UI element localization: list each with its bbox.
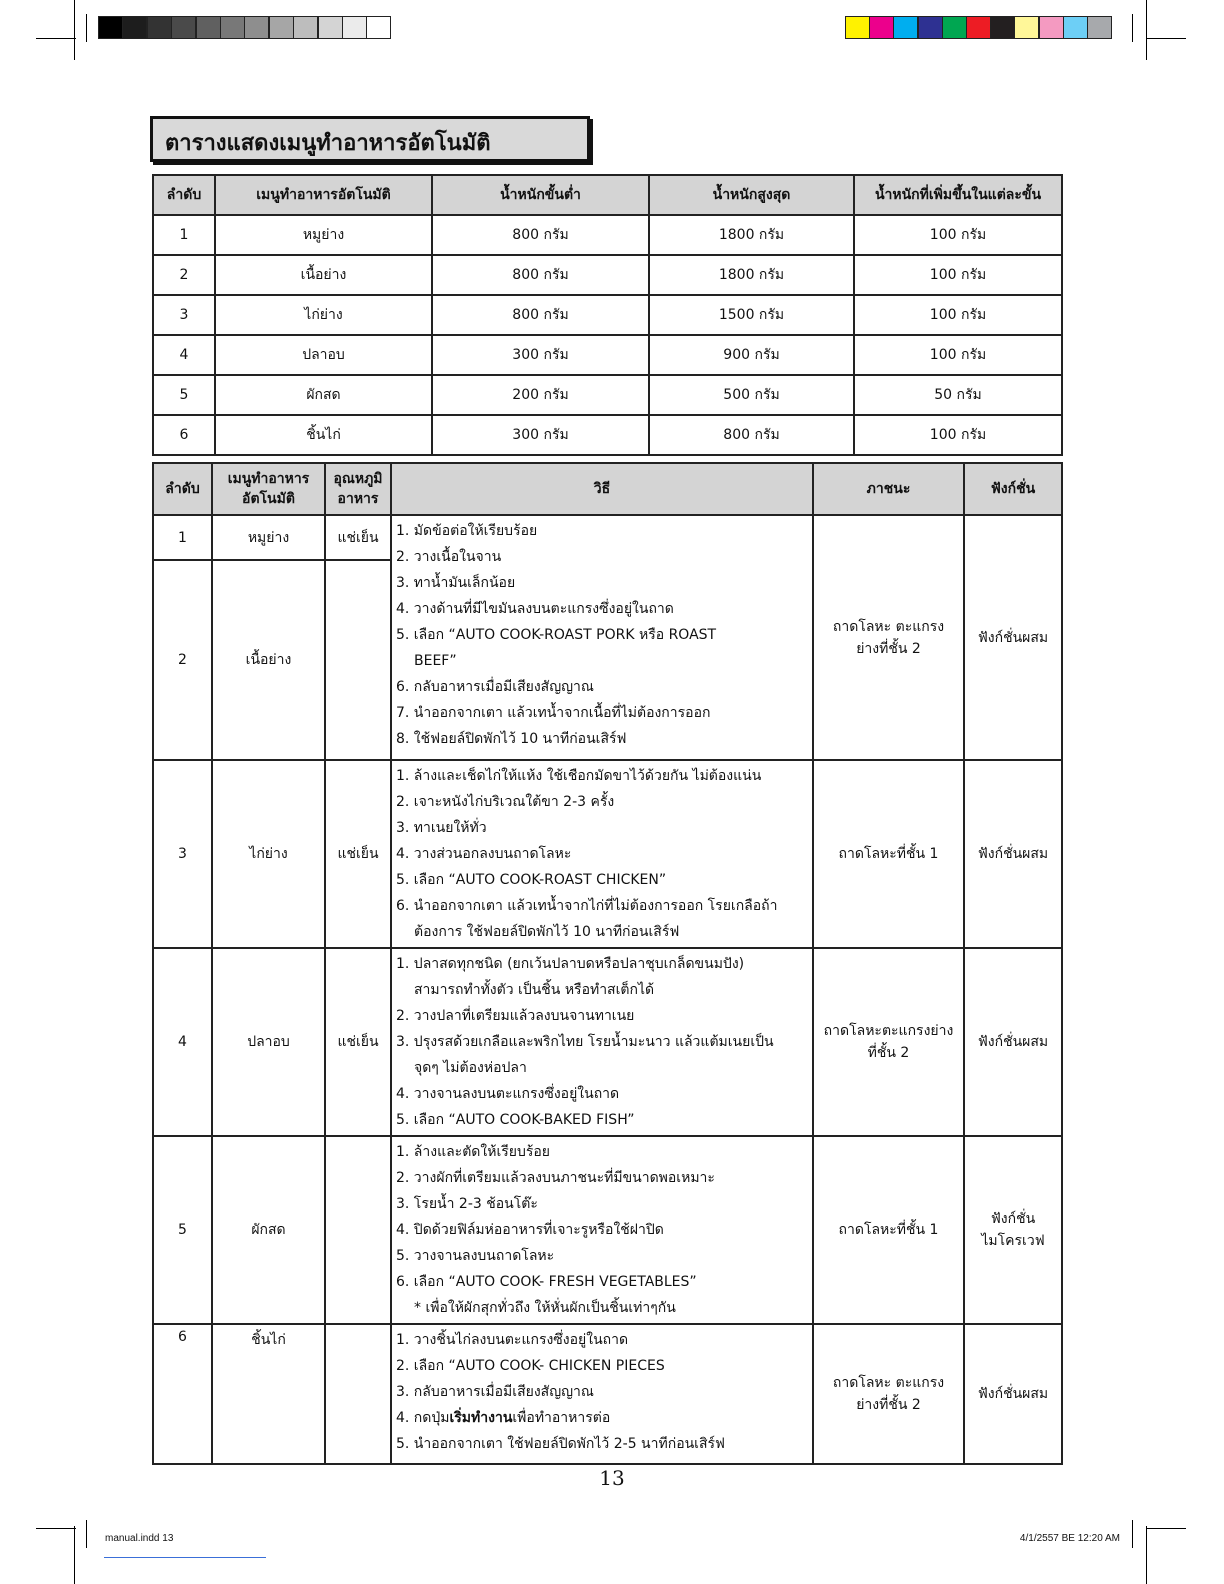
step-line: 1. วางชิ้นไก่ลงบนตะแกรงซึ่งอยู่ในถาด [396, 1332, 629, 1348]
step-line: 2. วางผักที่เตรียมแล้วลงบนภาชนะที่มีขนาดพอเหมาะ [396, 1170, 715, 1186]
step-line: 6. นำออกจากเตา แล้วเทน้ำจากไก่ที่ไม่ต้องการออก โรยเกลือถ้า [396, 898, 778, 914]
row-container [813, 1324, 964, 1464]
step-line: 2. เลือก “AUTO COOK- CHICKEN PIECES [396, 1358, 665, 1374]
crop-mark [1132, 1520, 1133, 1548]
step4-start-button-label: เริ่มทำงาน [449, 1410, 513, 1426]
step-line: 3. ทาน้ำมันเล็กน้อย [396, 575, 516, 591]
row-container [813, 760, 964, 948]
header-menu-line2: อัตโนมัติ [242, 491, 295, 507]
gray-swatch [147, 16, 172, 39]
step-line: 3. กลับอาหารเมื่อมีเสียงสัญญาณ [396, 1384, 594, 1400]
table-cell: ชิ้นไก่ [215, 415, 432, 455]
color-swatch [845, 16, 870, 39]
row-menu: ชิ้นไก่ [212, 1324, 325, 1464]
header-method: วิธี [391, 463, 813, 515]
page-number: 13 [599, 1466, 625, 1490]
step-line: 8. ใช้ฟอยล์ปิดพักไว้ 10 นาทีก่อนเสิร์ฟ [396, 731, 627, 747]
gray-swatch [366, 16, 391, 39]
step-line: ต้องการ ใช้ฟอยล์ปิดพักไว้ 10 นาทีก่อนเสิร์ฟ [414, 924, 680, 940]
step-line: 5. เลือก “AUTO COOK-BAKED FISH” [396, 1112, 635, 1128]
table-cell: 50 กรัม [854, 375, 1062, 415]
header-menu-line1: เมนูทำอาหาร [227, 471, 310, 487]
weight-table [152, 174, 1063, 456]
table-cell: 800 กรัม [432, 215, 649, 255]
step-line: จุดๆ ไม่ต้องห่อปลา [414, 1060, 527, 1076]
table-row [153, 255, 1062, 295]
gray-swatch [318, 16, 343, 39]
color-swatch [990, 16, 1015, 39]
row-temp [325, 560, 391, 760]
table-cell: 300 กรัม [432, 335, 649, 375]
crop-mark [1146, 0, 1147, 60]
row-temp: แช่เย็น [325, 760, 391, 948]
row-temp: แช่เย็น [325, 948, 391, 1136]
header-temp-line1: อุณหภูมิ [333, 471, 383, 487]
container-line1: ถาดโลหะ ตะแกรง [832, 618, 945, 635]
header-menu [212, 463, 325, 515]
step-line: 3. โรยน้ำ 2-3 ช้อนโต๊ะ [396, 1196, 538, 1212]
crop-mark [1146, 1528, 1186, 1529]
page-title-text: ตารางแสดงเมนูทำอาหารอัตโนมัติ [165, 131, 491, 156]
row-no: 2 [153, 560, 212, 760]
table-cell: 100 กรัม [854, 215, 1062, 255]
row-temp: แช่เย็น [325, 515, 391, 560]
table-cell: 1500 กรัม [649, 295, 854, 335]
step-line: 1. มัดข้อต่อให้เรียบร้อย [396, 523, 538, 539]
row-container [813, 515, 964, 760]
row-no: 5 [153, 1136, 212, 1324]
crop-mark [74, 1526, 75, 1584]
table-row [153, 415, 1062, 455]
header-no: ลำดับ [153, 463, 212, 515]
gray-swatch [98, 16, 123, 39]
crop-mark [36, 38, 76, 39]
step4-suffix: เพื่อทำอาหารต่อ [512, 1410, 611, 1426]
step-line: 3. ปรุงรสด้วยเกลือและพริกไทย โรยน้ำมะนาว แล้วแต้มเนยเป็น [396, 1034, 774, 1050]
function-line2: ไมโครเวฟ [981, 1233, 1045, 1249]
table-cell: 1800 กรัม [649, 255, 854, 295]
step4-prefix: 4. กดปุ่ม [396, 1410, 450, 1426]
gray-swatch [122, 16, 147, 39]
gray-swatch [244, 16, 269, 39]
row-temp [325, 1136, 391, 1324]
method-table [152, 462, 1063, 1465]
table-cell: ผักสด [215, 375, 432, 415]
table-cell: 800 กรัม [432, 255, 649, 295]
row-function: ฟังก์ชั่นผสม [964, 1324, 1062, 1464]
steps-chicken-pieces [391, 1324, 813, 1464]
steps-chicken [391, 760, 813, 948]
header-no: ลำดับ [153, 175, 215, 215]
footer-date: 4/1/2557 BE 12:20 AM [1019, 1533, 1120, 1544]
table-cell: 3 [153, 295, 215, 335]
table-cell: 2 [153, 255, 215, 295]
table-row [153, 375, 1062, 415]
row-no: 1 [153, 515, 212, 560]
table-cell: 900 กรัม [649, 335, 854, 375]
crop-mark [74, 0, 75, 60]
step-line: สามารถทำทั้งตัว เป็นชิ้น หรือทำสเต็กได้ [414, 982, 655, 998]
row-container [813, 948, 964, 1136]
row-function: ฟังก์ชั่นผสม [964, 760, 1062, 948]
table-cell: 200 กรัม [432, 375, 649, 415]
header-container: ภาชนะ [813, 463, 964, 515]
table-header-row [153, 463, 1062, 515]
step-line: 3. ทาเนยให้ทั่ว [396, 820, 487, 836]
table-cell: 1800 กรัม [649, 215, 854, 255]
step-line: 4. วางด้านที่มีไขมันลงบนตะแกรงซึ่งอยู่ในถาด [396, 601, 674, 617]
table-cell: 500 กรัม [649, 375, 854, 415]
crop-mark [1146, 38, 1186, 39]
color-swatch [966, 16, 991, 39]
color-swatch [1087, 16, 1112, 39]
table-header-row [153, 175, 1062, 215]
crop-mark [86, 1520, 87, 1548]
steps-roast [391, 515, 813, 760]
gray-swatch [269, 16, 294, 39]
table-row [153, 1324, 1062, 1464]
row-container [813, 1136, 964, 1324]
table-cell: ปลาอบ [215, 335, 432, 375]
row-menu: ปลาอบ [212, 948, 325, 1136]
table-row [153, 215, 1062, 255]
container-line1: ถาดโลหะที่ชั้น 1 [838, 846, 939, 862]
color-swatch [1063, 16, 1088, 39]
header-min-weight: น้ำหนักขั้นต่ำ [432, 175, 649, 215]
table-row [153, 515, 1062, 560]
row-no: 4 [153, 948, 212, 1136]
table-row [153, 335, 1062, 375]
step-line: 4. ปิดด้วยฟิล์มห่ออาหารที่เจาะรูหรือใช้ฝาปิด [396, 1222, 664, 1238]
step-line: 7. นำออกจากเตา แล้วเทน้ำจากเนื้อที่ไม่ต้องการออก [396, 705, 711, 721]
step-line: 1. ล้างและตัดให้เรียบร้อย [396, 1144, 550, 1160]
container-line1: ถาดโลหะ ตะแกรง [832, 1375, 945, 1391]
table-row [153, 760, 1062, 948]
color-swatch [869, 16, 894, 39]
table-cell: 800 กรัม [432, 295, 649, 335]
step-line: 6. เลือก “AUTO COOK- FRESH VEGETABLES” [396, 1274, 697, 1290]
table-cell: 6 [153, 415, 215, 455]
container-line2: ย่างที่ชั้น 2 [856, 1397, 921, 1413]
row-temp [325, 1324, 391, 1464]
table-row [153, 1136, 1062, 1324]
step-line: 1. ล้างและเช็ดไก่ให้แห้ง ใช้เชือกมัดขาไว้ด้วยกัน ไม่ต้องแน่น [396, 768, 762, 784]
container-line2: ที่ชั้น 2 [867, 1045, 910, 1061]
gray-swatch [342, 16, 367, 39]
color-swatch [893, 16, 918, 39]
table-row [153, 295, 1062, 335]
header-increment: น้ำหนักที่เพิ่มขึ้นในแต่ละขั้น [854, 175, 1062, 215]
table-cell: 100 กรัม [854, 415, 1062, 455]
table-row [153, 948, 1062, 1136]
header-max-weight: น้ำหนักสูงสุด [649, 175, 854, 215]
header-temp-line2: อาหาร [337, 491, 379, 507]
step-line: 2. วางปลาที่เตรียมแล้วลงบนจานทาเนย [396, 1008, 635, 1024]
step-line: * เพื่อให้ผักสุกทั่วถึง ให้หั่นผักเป็นชิ้นเท่าๆกัน [414, 1300, 676, 1316]
step-line: 4. วางส่วนอกลงบนถาดโลหะ [396, 846, 572, 862]
row-function [964, 1136, 1062, 1324]
step-line: 5. นำออกจากเตา ใช้ฟอยล์ปิดพักไว้ 2-5 นาทีก่อนเสิร์ฟ [396, 1436, 725, 1452]
step-line: 2. เจาะหนังไก่บริเวณใต้ขา 2-3 ครั้ง [396, 794, 615, 810]
color-swatch [1014, 16, 1039, 39]
function-line1: ฟังก์ชั่น [990, 1211, 1036, 1227]
table-cell: หมูย่าง [215, 215, 432, 255]
color-swatch [918, 16, 943, 39]
row-menu: ผักสด [212, 1136, 325, 1324]
header-function: ฟังก์ชั่น [964, 463, 1062, 515]
steps-fish [391, 948, 813, 1136]
row-no: 6 [153, 1324, 212, 1464]
row-function: ฟังก์ชั่นผสม [964, 948, 1062, 1136]
page-title [150, 116, 590, 162]
row-menu: หมูย่าง [212, 515, 325, 560]
table-cell: 4 [153, 335, 215, 375]
color-swatch [942, 16, 967, 39]
crop-mark [1132, 14, 1133, 42]
step-line [396, 1405, 808, 1431]
step-line: 4. วางจานลงบนตะแกรงซึ่งอยู่ในถาด [396, 1086, 620, 1102]
step-line: 5. เลือก “AUTO COOK-ROAST PORK หรือ ROAST [396, 627, 717, 643]
table-cell: ไก่ย่าง [215, 295, 432, 335]
row-menu: เนื้อย่าง [212, 560, 325, 760]
crop-mark [86, 14, 87, 42]
gray-swatch [196, 16, 221, 39]
step-line: BEEF” [414, 653, 457, 669]
step-line: 1. ปลาสดทุกชนิด (ยกเว้นปลาบดหรือปลาชุบเกล็ดขนมปัง) [396, 956, 745, 972]
container-line1: ถาดโลหะที่ชั้น 1 [838, 1222, 939, 1238]
step-line: 6. กลับอาหารเมื่อมีเสียงสัญญาณ [396, 679, 594, 695]
gray-swatch [293, 16, 318, 39]
table-cell: 5 [153, 375, 215, 415]
gray-swatch [220, 16, 245, 39]
step-line: 5. วางจานลงบนถาดโลหะ [396, 1248, 555, 1264]
row-no: 3 [153, 760, 212, 948]
table-cell: 100 กรัม [854, 335, 1062, 375]
table-cell: 100 กรัม [854, 295, 1062, 335]
steps-vegetables [391, 1136, 813, 1324]
step-line: 5. เลือก “AUTO COOK-ROAST CHICKEN” [396, 872, 667, 888]
table-cell: 300 กรัม [432, 415, 649, 455]
table-cell: 1 [153, 215, 215, 255]
crop-mark [1146, 1526, 1147, 1584]
header-temperature [325, 463, 391, 515]
table-cell: 800 กรัม [649, 415, 854, 455]
footer-underline [104, 1557, 266, 1558]
row-function: ฟังก์ชั่นผสม [964, 515, 1062, 760]
table-cell: 100 กรัม [854, 255, 1062, 295]
gray-swatch [171, 16, 196, 39]
table-cell: เนื้อย่าง [215, 255, 432, 295]
container-line2: ย่างที่ชั้น 2 [856, 640, 921, 657]
footer-filename: manual.indd 13 [105, 1533, 174, 1544]
header-menu: เมนูทำอาหารอัตโนมัติ [215, 175, 432, 215]
container-line1: ถาดโลหะตะแกรงย่าง [823, 1023, 954, 1039]
color-swatch [1039, 16, 1064, 39]
row-menu: ไก่ย่าง [212, 760, 325, 948]
step-line: 2. วางเนื้อในจาน [396, 549, 502, 565]
crop-mark [36, 1528, 76, 1529]
